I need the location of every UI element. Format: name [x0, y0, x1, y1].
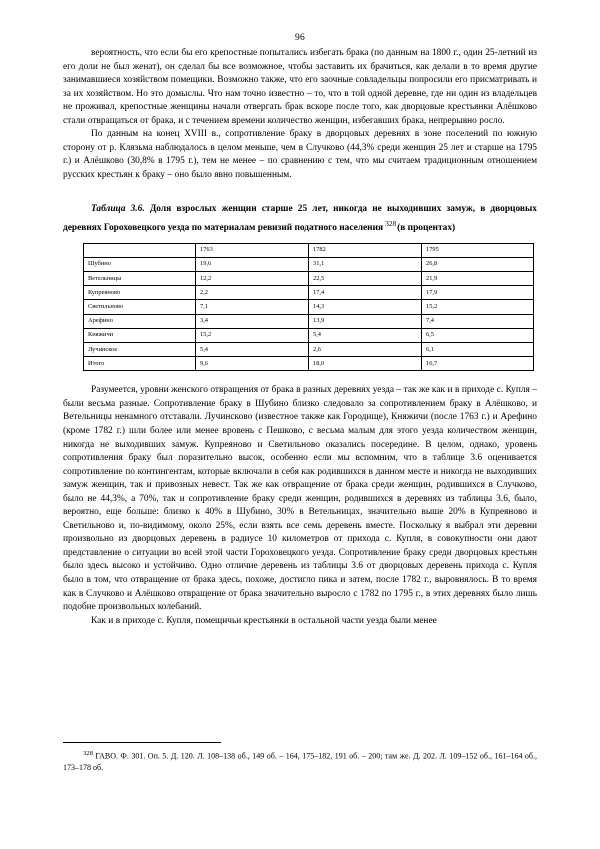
footnote-number: 328	[83, 750, 93, 757]
table-header-cell-1763: 1763	[196, 243, 309, 257]
footnote-entry	[63, 748, 537, 774]
table-cell-village: Арефино	[84, 314, 196, 328]
table-cell-1795: 6,1	[422, 343, 534, 357]
table-cell-1782: 18,0	[309, 357, 422, 371]
table-row	[84, 257, 534, 271]
table-header-cell-1782: 1782	[309, 243, 422, 257]
table-cell-1795: 26,8	[422, 257, 534, 271]
table-row	[84, 328, 534, 342]
table-cell-village: Лучинское	[84, 343, 196, 357]
table-cell-1782: 14,3	[309, 300, 422, 314]
table-cell-1763: 3,4	[196, 314, 309, 328]
table-header-row	[84, 243, 534, 257]
table-row	[84, 314, 534, 328]
table-cell-1795: 16,7	[422, 357, 534, 371]
table-caption-label: Таблица 3.6.	[91, 204, 145, 215]
table-row	[84, 286, 534, 300]
table-cell-1763: 2,2	[196, 286, 309, 300]
spacer	[63, 182, 537, 203]
table-cell-village: Итого	[84, 357, 196, 371]
table-cell-village: Княжичи	[84, 328, 196, 342]
body-paragraph-2: По данным на конец XVIII в., сопротивление браку в дворцовых деревнях в зоне поселений по южную сторону от р. Клязьма наблюдалось в целом меньше, чем в Случково (44,3% среди женщин 25 лет и старше на 1795 г.) и Алёшково (30,8% в 1795 г.), тем не менее – по сравнению с тем, что мы считаем традиционным отношением русских крестьян к браку – оно было явно повышенным.	[63, 129, 537, 180]
table-header-cell-1795: 1795	[422, 243, 534, 257]
footnote-area	[63, 742, 537, 774]
table-cell-1795: 17,9	[422, 286, 534, 300]
table-row	[84, 272, 534, 286]
table-cell-1782: 13,9	[309, 314, 422, 328]
table-cell-1763: 15,2	[196, 328, 309, 342]
table-row	[84, 300, 534, 314]
body-paragraph-3: Разумеется, уровни женского отвращения от брака в разных деревнях уезда – так же как и в приходе с. Купля – были весьма разные. Сопротивление браку в Шубино близко следовало за сопротивлением браку в Алёшково, и Ветельницы ненамного отставали. Лучинсково (известное также как Городище), Княжичи (после 1763 г.) и Арефино (кроме 1782 г.) шли более или менее вровень с Пешково, с весьма малым для этого уезда количеством женщин, никогда не выходивших замуж. Купреяново и Светильново оказались посередине. В целом, однако, уровень сопротивления браку был поразительно высок, особенно если мы вспомним, что в таблице 3.6 оценивается сопротивление по контингентам, которые включали в себя как родившихся в данном месте и никогда не выходивших замуж женщин, так и привозных невест. Так же как отвращение от брака среди женщин, родившихся в Случково, было не 44,3%, а 70%, так и сопротивление браку среди женщин, родившихся в деревнях из таблицы 3.6, было, вероятно, еще больше: близко к 40% в Шубино, 30% в Ветельницах, значительно выше 20% в Купреяново и Светильново и, по-видимому, около 25%, если взять все семь деревень вместе. Поскольку я выбрал эти деревни произвольно из дворцовых деревень в радиусе 10 километров от прихода с. Купля, в совокупности они дают представление о ситуации во всей этой части Гороховецкого уезда. Сопротивление браку среди дворцовых крестьян было здесь высоко и устойчиво. Одно отличие деревень из таблицы 3.6 от дворцовых деревень прихода с. Купля было в том, что отвращение от брака здесь, похоже, достигло пика и затем, после 1782 г., выровнялось. В то время как в Случково и Алёшково отвращение от брака значительно выросло с 1782 по 1795 г., в этих деревнях было лишь подобие произвольных колебаний.	[63, 385, 537, 613]
table-cell-1782: 5,4	[309, 328, 422, 342]
table-row	[84, 343, 534, 357]
table-cell-village: Светильново	[84, 300, 196, 314]
table-caption	[63, 203, 537, 235]
table-cell-1782: 31,1	[309, 257, 422, 271]
table-total-row	[84, 357, 534, 371]
page-number: 96	[295, 33, 305, 43]
table-caption-suffix: (в процентах)	[397, 223, 456, 234]
table-cell-1782: 2,6	[309, 343, 422, 357]
table-cell-1795: 15,2	[422, 300, 534, 314]
body-paragraph-1: вероятность, что если бы его крепостные попытались избегать брака (по данным на 1800 г., один 25-летний из его доли не был женат), он сделал бы все возможное, чтобы заставить их брачиться, как делали в то время другие занимавшиеся хозяйством помещики. Возможно также, что его заочные совладельцы попросили его присматривать и за их хозяйством. Но это домыслы. Что нам точно известно – то, что в той одной деревне, где ни один из владельцев не проживал, крепостные женщины начали отвергать брак вскоре после того, как дворцовые крестьянки Алёшково стали отвращаться от брака, и с течением времени количество женщин, избегавших брака, непрерывно росло.	[63, 48, 537, 126]
table-cell-village: Шубино	[84, 257, 196, 271]
table-cell-1795: 6,5	[422, 328, 534, 342]
table-cell-village: Купреяново	[84, 286, 196, 300]
page-content	[63, 47, 537, 628]
table-caption-text: Доля взрослых женщин старше 25 лет, никогда не выходивших замуж, в дворцовых деревнях Гороховецкого уезда по материалам ревизий податного населения	[63, 204, 537, 234]
table-cell-1795: 7,4	[422, 314, 534, 328]
table-cell-1795: 21,9	[422, 272, 534, 286]
table-cell-1763: 5,4	[196, 343, 309, 357]
table-cell-village: Ветельницы	[84, 272, 196, 286]
table-cell-1782: 22,5	[309, 272, 422, 286]
body-paragraph-4: Как и в приходе с. Купля, помещичьи крестьянки в остальной части уезда были менее	[91, 615, 437, 626]
marriage-resistance-table	[83, 243, 534, 372]
footnote-text: ГАВО. Ф. 301. Оп. 5. Д. 120. Л. 108–138 об., 149 об. – 164, 175–182, 191 об. – 200; там же. Д. 202. Л. 109–152 об., 161–164 об., 173–178 об.	[63, 751, 537, 773]
footnote-reference-marker: 328	[385, 219, 397, 229]
table-cell-1763: 19,6	[196, 257, 309, 271]
table-cell-1763: 7,1	[196, 300, 309, 314]
table-cell-1763: 12,2	[196, 272, 309, 286]
footnote-separator-rule	[63, 742, 221, 743]
table-cell-1782: 17,4	[309, 286, 422, 300]
spacer	[63, 371, 537, 384]
table-header-cell-village	[84, 243, 196, 257]
table-cell-1763: 9,6	[196, 357, 309, 371]
